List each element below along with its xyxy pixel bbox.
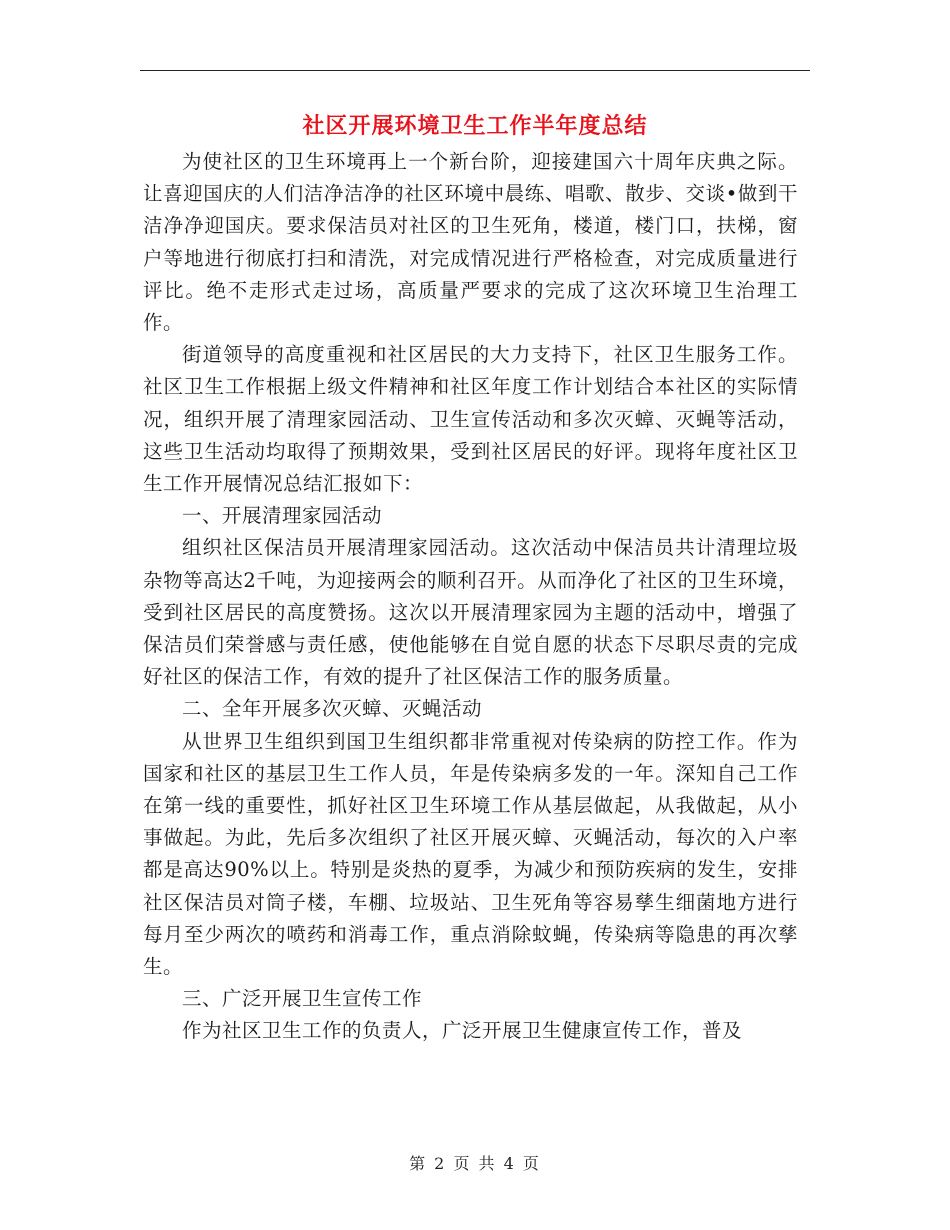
section-heading: 三、广泛开展卫生宣传工作 [182, 987, 423, 1011]
body-paragraph: 为使社区的卫生环境再上一个新台阶，迎接建国六十周年庆典之际。让喜迎国庆的人们洁净洁净的社区环境中晨练、唱歌、散步、交谈•做到干洁净净迎国庆。要求保洁员对社区的卫生死角，楼道，楼门口，扶梯，窗户等地进行彻底打扫和清洗，对完成情况进行严格检查，对完成质量进行评比。绝不走形式走过场，高质量严要求的完成了这次环境卫生治理工作。 [143, 150, 798, 335]
page-number-footer: 第 2 页 共 4 页 [409, 1154, 541, 1173]
body-paragraph: 从世界卫生组织到国卫生组织都非常重视对传染病的防控工作。作为国家和社区的基层卫生工作人员，年是传染病多发的一年。深知自己工作在第一线的重要性，抓好社区卫生环境工作从基层做起，从我做起，从小事做起。为此，先后多次组织了社区开展灭蟑、灭蝇活动，每次的入户率都是高达90%以上。特别是炎热的夏季，为减少和预防疾病的发生，安排社区保洁员对筒子楼，车棚、垃圾站、卫生死角等容易孳生细菌地方进行每月至少两次的喷药和消毒工作，重点消除蚊蝇，传染病等隐患的再次孳生。 [143, 729, 798, 979]
section-heading: 一、开展清理家园活动 [182, 504, 383, 528]
document-title: 社区开展环境卫生工作半年度总结 [302, 113, 648, 139]
header-rule [140, 70, 810, 71]
section-heading: 二、全年开展多次灭蟑、灭蝇活动 [182, 697, 483, 721]
body-paragraph: 街道领导的高度重视和社区居民的大力支持下，社区卫生服务工作。社区卫生工作根据上级文件精神和社区年度工作计划结合本社区的实际情况，组织开展了清理家园活动、卫生宣传活动和多次灭蟑、灭蝇等活动，这些卫生活动均取得了预期效果，受到社区居民的好评。现将年度社区卫生工作开展情况总结汇报如下： [143, 343, 798, 496]
body-paragraph: 组织社区保洁员开展清理家园活动。这次活动中保洁员共计清理垃圾杂物等高达2千吨，为迎接两会的顺利召开。从而净化了社区的卫生环境，受到社区居民的高度赞扬。这次以开展清理家园为主题的活动中，增强了保洁员们荣誉感与责任感，使他能够在自觉自愿的状态下尽职尽责的完成好社区的保洁工作，有效的提升了社区保洁工作的服务质量。 [143, 536, 798, 689]
document-body [143, 146, 798, 1048]
body-paragraph: 作为社区卫生工作的负责人，广泛开展卫生健康宣传工作，普及 [182, 1019, 743, 1043]
